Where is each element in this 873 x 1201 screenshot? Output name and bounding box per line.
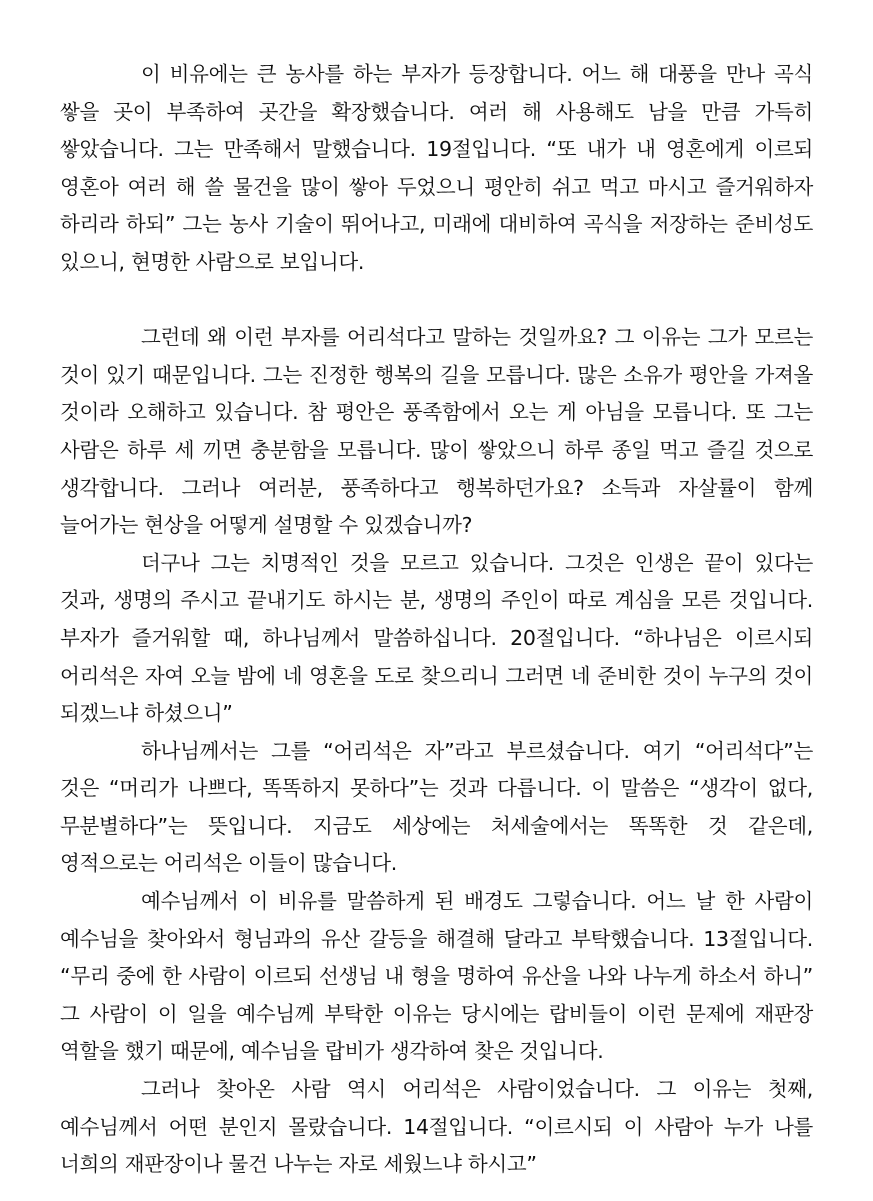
paragraph-rich-farmer: 이 비유에는 큰 농사를 하는 부자가 등장합니다. 어느 해 대풍을 만나 곡식 쌓을 곳이 부족하여 곳간을 확장했습니다. 여러 해 사용해도 남을 만큼 가득히 쌓았습니다. 그는 만족해서 말했습니다. 19절입니다. “또 내가 내 영혼에게 이르되 영혼아 여러 해 쓸 물건을 많이 쌓아 두었으니 평안히 쉬고 먹고 마시고 즐거워하자 하리라 하되” 그는 농사 기술이 뛰어나고, 미래에 대비하여 곡식을 저장하는 준비성도 있으니, 현명한 사람으로 보입니다. bbox=[60, 62, 813, 274]
paragraph-foolish-meaning: 하나님께서는 그를 “어리석은 자”라고 부르셨습니다. 여기 “어리석다”는 것은 “머리가 나쁘다, 똑똑하지 못하다”는 것과 다릅니다. 이 말씀은 “생각이 없다, 무분별하다”는 뜻입니다. 지금도 세상에는 처세술에서는 똑똑한 것 같은데, 영적으로는 어리석은 이들이 많습니다. bbox=[60, 738, 813, 876]
document-body bbox=[60, 56, 813, 1184]
paragraph-gap bbox=[60, 282, 813, 320]
paragraph-why-foolish: 그런데 왜 이런 부자를 어리석다고 말하는 것일까요? 그 이유는 그가 모르는 것이 있기 때문입니다. 그는 진정한 행복의 길을 모릅니다. 많은 소유가 평안을 가져올 것이라 오해하고 있습니다. 참 평안은 풍족함에서 오는 게 아님을 모릅니다. 또 그는 사람은 하루 세 끼면 충분함을 모릅니다. 많이 쌓았으니 하루 종일 먹고 즐길 것으로 생각합니다. 그러나 여러분, 풍족하다고 행복하던가요? 소득과 자살률이 함께 늘어가는 현상을 어떻게 설명할 수 있겠습니까? bbox=[60, 325, 813, 538]
paragraph-parable-background: 예수님께서 이 비유를 말씀하게 된 배경도 그렇습니다. 어느 날 한 사람이 예수님을 찾아와서 형님과의 유산 갈등을 해결해 달라고 부탁했습니다. 13절입니다. “무리 중에 한 사람이 이르되 선생님 내 형을 명하여 유산을 나와 나누게 하소서 하니” 그 사람이 이 일을 예수님께 부탁한 이유는 당시에는 랍비들이 이런 문제에 재판장 역할을 했기 때문에, 예수님을 랍비가 생각하여 찾은 것입니다. bbox=[60, 889, 813, 1064]
paragraph-fatal-ignorance: 더구나 그는 치명적인 것을 모르고 있습니다. 그것은 인생은 끝이 있다는 것과, 생명의 주시고 끝내기도 하시는 분, 생명의 주인이 따로 계심을 모른 것입니다. 부자가 즐거워할 때, 하나님께서 말씀하십니다. 20절입니다. “하나님은 이르시되 어리석은 자여 오늘 밤에 네 영혼을 도로 찾으리니 그러면 네 준비한 것이 누구의 것이 되겠느냐 하셨으니” bbox=[60, 550, 813, 726]
paragraph-visitor-foolish: 그러나 찾아온 사람 역시 어리석은 사람이었습니다. 그 이유는 첫째, 예수님께서 어떤 분인지 몰랐습니다. 14절입니다. “이르시되 이 사람아 누가 나를 너희의 재판장이나 물건 나누는 자로 세웠느냐 하시고” bbox=[60, 1077, 813, 1177]
